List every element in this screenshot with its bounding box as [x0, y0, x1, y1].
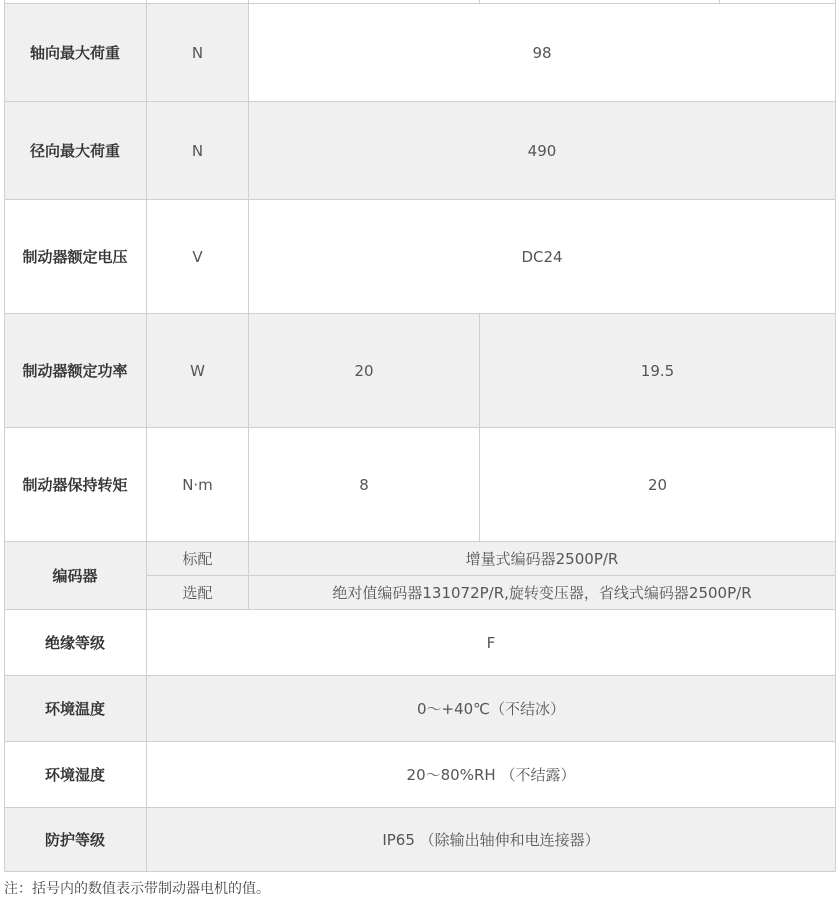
- row-label: 制动器额定功率: [4, 314, 147, 428]
- value-cell: DC24: [249, 200, 836, 314]
- value-cell: F: [147, 610, 836, 676]
- encoder-standard-label: 标配: [147, 542, 249, 576]
- row-label: 环境湿度: [4, 742, 147, 808]
- value-cell: 8: [249, 428, 480, 542]
- row-label: 编码器: [4, 542, 147, 610]
- value-cell: IP65 （除输出轴伸和电连接器）: [147, 808, 836, 872]
- value-cell: 20: [249, 314, 480, 428]
- row-label: 制动器保持转矩: [4, 428, 147, 542]
- unit-cell: N·m: [147, 428, 249, 542]
- encoder-optional-value: 绝对值编码器131072P/R,旋转变压器，省线式编码器2500P/R: [249, 576, 836, 610]
- row-label: 防护等级: [4, 808, 147, 872]
- value-cell: 20～80%RH （不结露）: [147, 742, 836, 808]
- unit-cell: N: [147, 4, 249, 102]
- unit-cell: N: [147, 102, 249, 200]
- row-label: 径向最大荷重: [4, 102, 147, 200]
- unit-cell: W: [147, 314, 249, 428]
- value-cell: 490: [249, 102, 836, 200]
- footnote: 注：括号内的数值表示带制动器电机的值。: [4, 881, 270, 897]
- row-label: 绝缘等级: [4, 610, 147, 676]
- row-label: 环境温度: [4, 676, 147, 742]
- value-cell: 19.5: [480, 314, 836, 428]
- encoder-optional-label: 选配: [147, 576, 249, 610]
- row-label: 轴向最大荷重: [4, 4, 147, 102]
- row-label: 制动器额定电压: [4, 200, 147, 314]
- encoder-standard-value: 增量式编码器2500P/R: [249, 542, 836, 576]
- unit-cell: V: [147, 200, 249, 314]
- spec-table: [4, 0, 836, 872]
- value-cell: 98: [249, 4, 836, 102]
- value-cell: 20: [480, 428, 836, 542]
- value-cell: 0～+40℃（不结冰）: [147, 676, 836, 742]
